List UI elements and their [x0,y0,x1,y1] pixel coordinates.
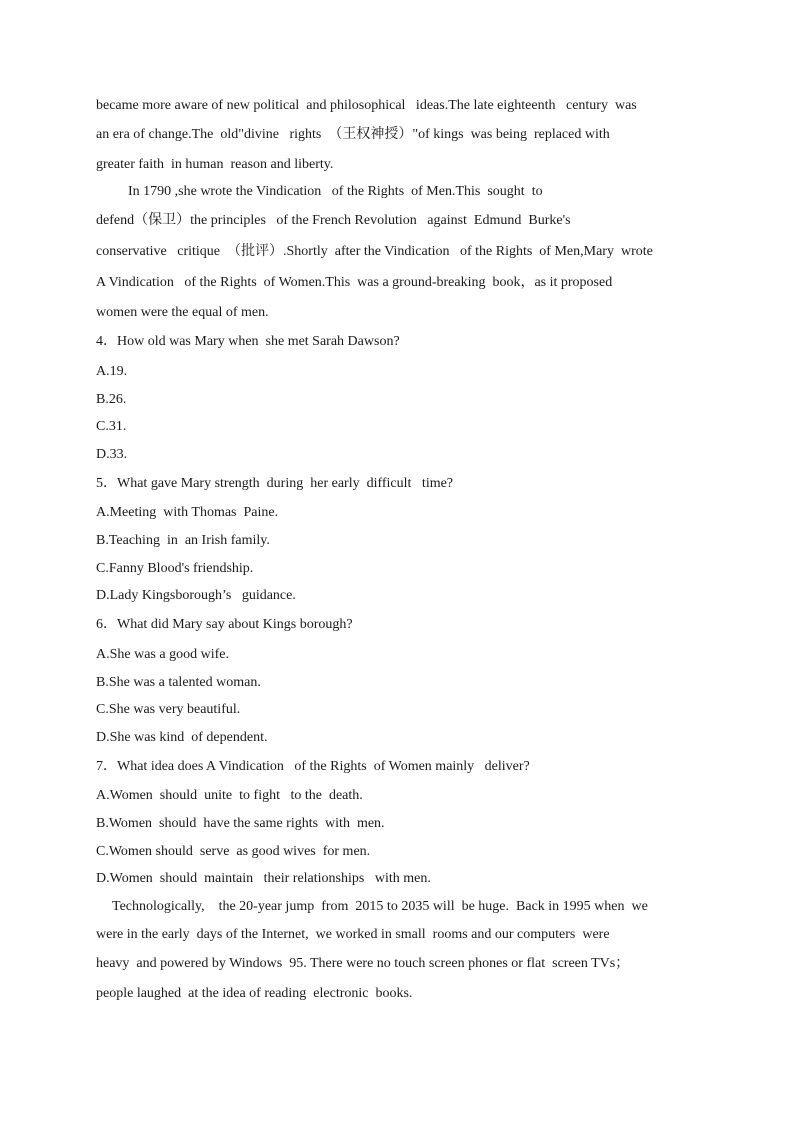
question-stem: 5．What gave Mary strength during her early difficult time? [96,476,454,491]
question-stem: 6．What did Mary say about Kings borough? [96,617,353,632]
answer-option: A.She was a good wife. [96,647,229,662]
passage-line: conservative critique （批评）.Shortly after the Vindication of the Rights of Men,Mary wrote [96,244,653,259]
answer-option: B.Women should have the same rights with men. [96,816,385,831]
passage-line: A Vindication of the Rights of Women.This was a ground-breaking book，as it proposed [96,275,613,290]
answer-option: D.She was kind of dependent. [96,730,268,745]
passage-line: In 1790 ,she wrote the Vindication of the Rights of Men.This sought to [128,184,543,199]
question-stem: 4．How old was Mary when she met Sarah Dawson? [96,334,400,349]
answer-option: B.She was a talented woman. [96,675,261,690]
passage-line: an era of change.The old"divine rights （王权神授）"of kings was being replaced with [96,127,610,142]
passage-line: were in the early days of the Internet, we worked in small rooms and our computers were [96,927,610,942]
answer-option: A.Meeting with Thomas Paine. [96,505,279,520]
passage-line: people laughed at the idea of reading electronic books. [96,986,413,1001]
answer-option: A.19. [96,364,128,379]
passage-line: defend（保卫）the principles of the French Revolution against Edmund Burke's [96,213,571,228]
answer-option: B.26. [96,392,127,407]
answer-option: D.Women should maintain their relationships with men. [96,871,431,886]
passage-line: Technologically, the 20-year jump from 2015 to 2035 will be huge. Back in 1995 when we [112,899,648,914]
answer-option: D.33. [96,447,128,462]
answer-option: C.31. [96,419,127,434]
answer-option: A.Women should unite to fight to the death. [96,788,363,803]
answer-option: D.Lady Kingsborough’s guidance. [96,588,296,603]
answer-option: C.She was very beautiful. [96,702,241,717]
passage-line: women were the equal of men. [96,305,269,320]
answer-option: C.Women should serve as good wives for men. [96,844,371,859]
question-stem: 7．What idea does A Vindication of the Rights of Women mainly deliver? [96,759,530,774]
passage-line: heavy and powered by Windows 95. There were no touch screen phones or flat screen TVs； [96,956,630,971]
passage-line: became more aware of new political and philosophical ideas.The late eighteenth century was [96,98,637,113]
answer-option: B.Teaching in an Irish family. [96,533,270,548]
answer-option: C.Fanny Blood's friendship. [96,561,254,576]
passage-line: greater faith in human reason and liberty. [96,157,334,172]
